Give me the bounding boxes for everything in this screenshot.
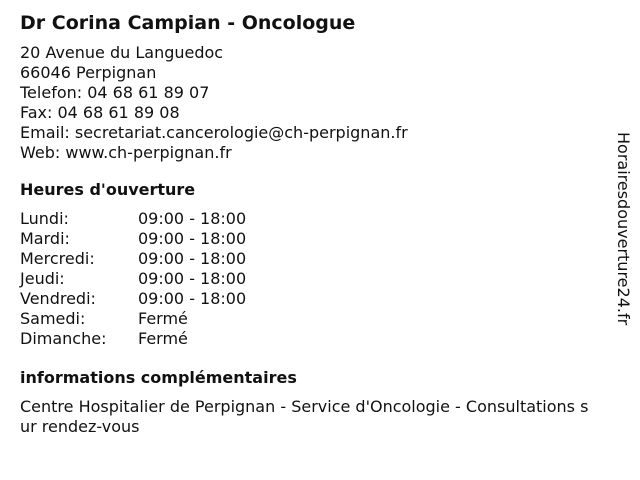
phone-number: Telefon: 04 68 61 89 07 <box>20 83 210 102</box>
brand-watermark: Horairesdouverture24.fr <box>614 132 633 326</box>
address-line-1: 20 Avenue du Languedoc <box>20 43 224 62</box>
doctor-name: Dr Corina Campian - Oncologue <box>20 12 356 34</box>
hours-value: Fermé <box>138 309 188 328</box>
hours-row-monday <box>20 209 600 229</box>
hours-row-sunday <box>20 329 600 349</box>
hours-row-saturday <box>20 309 600 329</box>
additional-info-heading: informations complémentaires <box>20 368 297 387</box>
hours-value: 09:00 - 18:00 <box>138 269 247 288</box>
day-label: Vendredi: <box>20 289 96 308</box>
contact-block <box>20 43 600 163</box>
day-label: Mardi: <box>20 229 70 248</box>
day-label: Lundi: <box>20 209 69 228</box>
address-line-2: 66046 Perpignan <box>20 63 157 82</box>
website-address: Web: www.ch-perpignan.fr <box>20 143 232 162</box>
day-label: Mercredi: <box>20 249 95 268</box>
opening-hours-heading: Heures d'ouverture <box>20 180 196 199</box>
hours-row-thursday <box>20 269 600 289</box>
fax-number: Fax: 04 68 61 89 08 <box>20 103 180 122</box>
hours-value: 09:00 - 18:00 <box>138 229 247 248</box>
hours-value: 09:00 - 18:00 <box>138 249 247 268</box>
email-address: Email: secretariat.cancerologie@ch-perpignan.fr <box>20 123 408 142</box>
additional-info-text: Centre Hospitalier de Perpignan - Service d'Oncologie - Consultations sur rendez-vous <box>20 397 589 436</box>
day-label: Samedi: <box>20 309 86 328</box>
hours-row-friday <box>20 289 600 309</box>
hours-row-tuesday <box>20 229 600 249</box>
day-label: Dimanche: <box>20 329 107 348</box>
hours-value: 09:00 - 18:00 <box>138 289 247 308</box>
opening-hours-table <box>20 209 600 349</box>
doctor-card <box>20 9 600 437</box>
hours-row-wednesday <box>20 249 600 269</box>
day-label: Jeudi: <box>20 269 65 288</box>
hours-value: 09:00 - 18:00 <box>138 209 247 228</box>
hours-value: Fermé <box>138 329 188 348</box>
